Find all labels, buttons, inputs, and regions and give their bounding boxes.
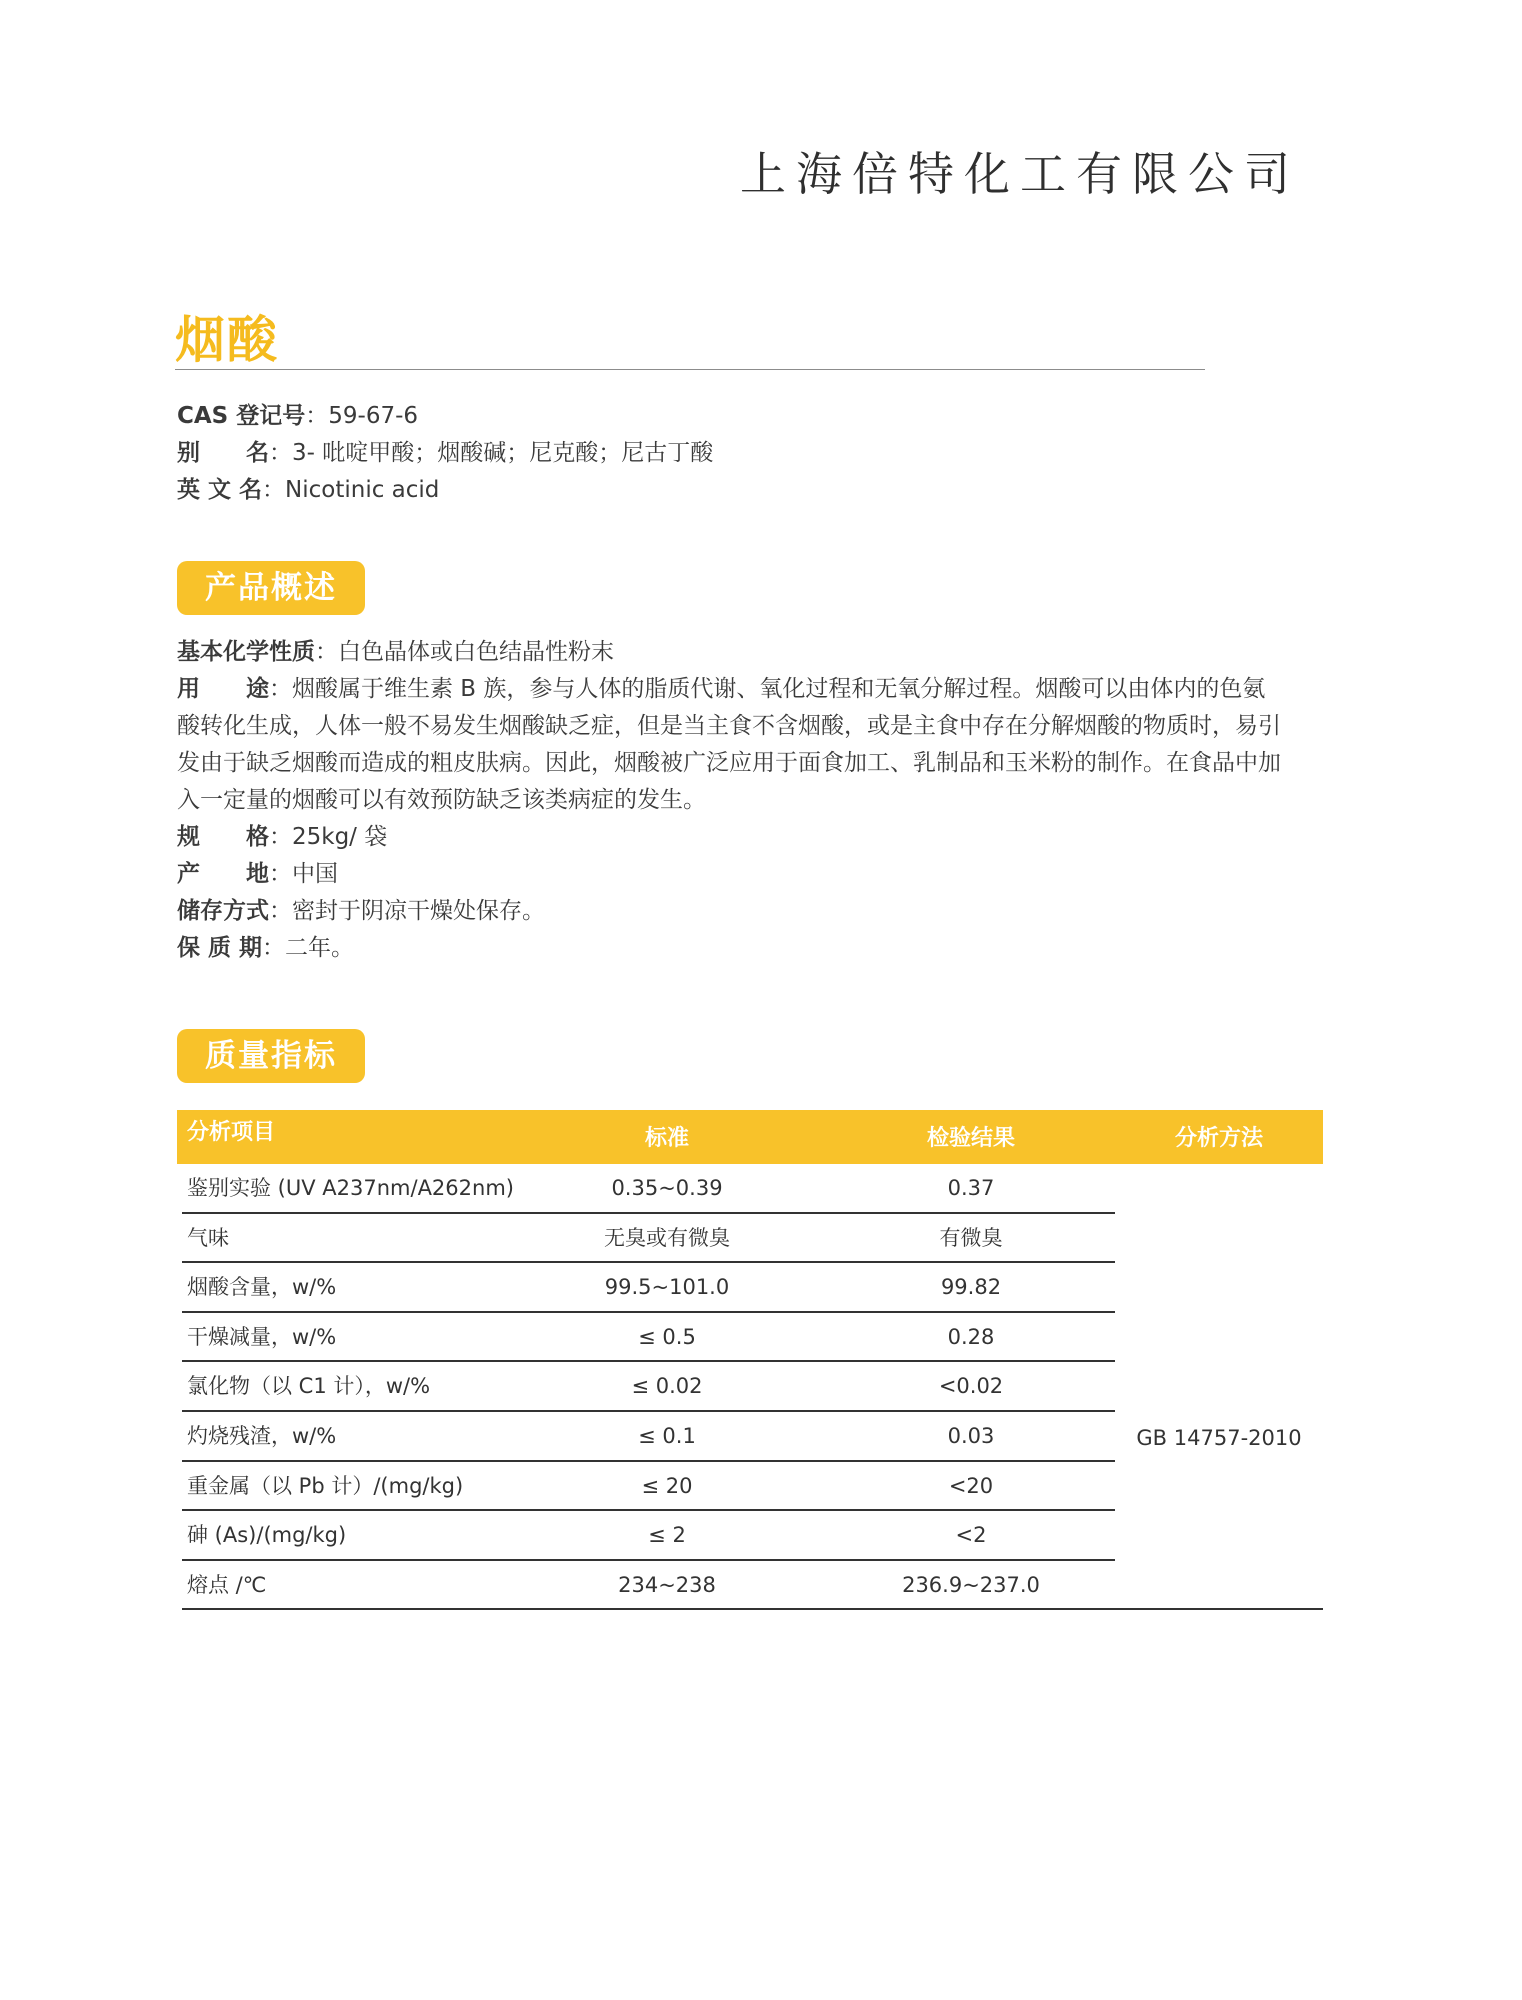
overview-shelf-life: 保 质 期：二年。 (177, 935, 355, 961)
cell-result: <20 (948, 1473, 994, 1498)
table-row (177, 1164, 1323, 1214)
origin-label: 产 地 (177, 861, 269, 887)
analysis-method: GB 14757-2010 (1136, 1426, 1302, 1450)
info-label: CAS 登记号 (177, 403, 306, 429)
info-row-cas: CAS 登记号：59-67-6 (177, 403, 419, 429)
overview-origin: 产 地：中国 (177, 861, 338, 887)
overview-use: 用 途：烟酸属于维生素 B 族，参与人体的脂质代谢、氧化过程和无氧分解过程。烟酸可以由体内的色氨酸转化生成，人体一般不易发生烟酸缺乏症，但是当主食不含烟酸，或是主食中存在分解烟酸的物质时，易引发由于缺乏烟酸而造成的粗皮肤病。因此，烟酸被广泛应用于面食加工、乳制品和玉米粉的制作。在食品中加入一定量的烟酸可以有效预防缺乏该类病症的发生。 (177, 676, 1281, 813)
cell-item: 熔点 /℃ (187, 1572, 267, 1597)
overview-spec: 规 格：25kg/ 袋 (177, 824, 388, 850)
cell-result: 0.03 (947, 1423, 995, 1448)
shelf-life-value: 二年。 (285, 935, 355, 961)
cell-standard: ≤ 0.5 (638, 1324, 696, 1349)
header-standard: 标准 (644, 1126, 689, 1151)
storage-label: 储存方式 (177, 898, 269, 924)
cell-standard: ≤ 0.02 (631, 1374, 703, 1399)
overview-basic: 基本化学性质：白色晶体或白色结晶性粉末 (177, 639, 614, 665)
storage-value: 密封于阴凉干燥处保存。 (292, 898, 545, 924)
cell-item: 鉴别实验 (UV A237nm/A262nm) (187, 1176, 514, 1200)
cell-result: 236.9~237.0 (902, 1572, 1040, 1597)
table-row (177, 1362, 1323, 1412)
cell-standard: 无臭或有微臭 (604, 1225, 730, 1250)
table-body (177, 1164, 1323, 1610)
info-value: 3- 吡啶甲酸；烟酸碱；尼克酸；尼古丁酸 (292, 440, 714, 466)
cell-item: 烟酸含量，w/% (187, 1275, 337, 1300)
origin-value: 中国 (292, 861, 338, 887)
product-info (177, 398, 713, 509)
info-value: Nicotinic acid (285, 477, 440, 503)
table-row (177, 1263, 1323, 1313)
overview-section (177, 634, 1287, 967)
info-label: 英 文 名 (177, 477, 263, 503)
table-row (177, 1313, 1323, 1363)
cell-result: 0.28 (947, 1324, 995, 1349)
title-divider (175, 369, 1205, 370)
header-item: 分析项目 (187, 1120, 276, 1145)
cell-result: 0.37 (947, 1176, 995, 1200)
overview-storage: 储存方式：密封于阴凉干燥处保存。 (177, 898, 545, 924)
info-row-alias: 别 名：3- 吡啶甲酸；烟酸碱；尼克酸；尼古丁酸 (177, 440, 714, 466)
header-method: 分析方法 (1174, 1126, 1263, 1151)
cell-item: 砷 (As)/(mg/kg) (187, 1523, 347, 1548)
info-row-english: 英 文 名：Nicotinic acid (177, 477, 440, 503)
table-header (177, 1110, 1323, 1164)
cell-item: 灼烧残渣，w/% (187, 1423, 337, 1448)
cell-standard: 234~238 (618, 1572, 716, 1597)
header-result: 检验结果 (926, 1126, 1015, 1151)
cell-item: 重金属（以 Pb 计）/(mg/kg) (187, 1473, 464, 1498)
cell-result: 有微臭 (939, 1225, 1003, 1250)
cell-standard: ≤ 2 (648, 1523, 686, 1548)
cell-result: <0.02 (938, 1374, 1004, 1399)
cell-standard: 99.5~101.0 (604, 1275, 730, 1300)
spec-label: 规 格 (177, 824, 269, 850)
shelf-life-label: 保 质 期 (177, 935, 263, 961)
cell-standard: ≤ 20 (641, 1473, 693, 1498)
cell-result: 99.82 (940, 1275, 1002, 1300)
cell-standard: ≤ 0.1 (638, 1423, 696, 1448)
table-row (177, 1561, 1323, 1611)
spec-value: 25kg/ 袋 (292, 824, 388, 850)
cell-result: <2 (955, 1523, 987, 1548)
quality-badge: 质量指标 (177, 1029, 365, 1083)
cell-item: 氯化物（以 C1 计），w/% (187, 1374, 431, 1399)
basic-value: 白色晶体或白色结晶性粉末 (338, 639, 614, 665)
info-label: 别 名 (177, 440, 269, 466)
cell-item: 干燥减量，w/% (187, 1324, 337, 1349)
table-row (177, 1511, 1323, 1561)
overview-badge: 产品概述 (177, 561, 365, 615)
cell-item: 气味 (187, 1225, 229, 1250)
use-value: 烟酸属于维生素 B 族，参与人体的脂质代谢、氧化过程和无氧分解过程。烟酸可以由体内的色氨酸转化生成，人体一般不易发生烟酸缺乏症，但是当主食不含烟酸，或是主食中存在分解烟酸的物质时，易引发由于缺乏烟酸而造成的粗皮肤病。因此，烟酸被广泛应用于面食加工、乳制品和玉米粉的制作。在食品中加入一定量的烟酸可以有效预防缺乏该类病症的发生。 (177, 676, 1281, 813)
product-title: 烟酸 (175, 311, 279, 369)
use-label: 用 途 (177, 676, 269, 702)
info-value: 59-67-6 (328, 403, 419, 429)
basic-label: 基本化学性质 (177, 639, 315, 665)
quality-table (177, 1110, 1323, 1610)
company-name: 上海倍特化工有限公司 (740, 147, 1300, 201)
table-row (177, 1214, 1323, 1264)
table-row (177, 1462, 1323, 1512)
cell-standard: 0.35~0.39 (611, 1176, 723, 1200)
